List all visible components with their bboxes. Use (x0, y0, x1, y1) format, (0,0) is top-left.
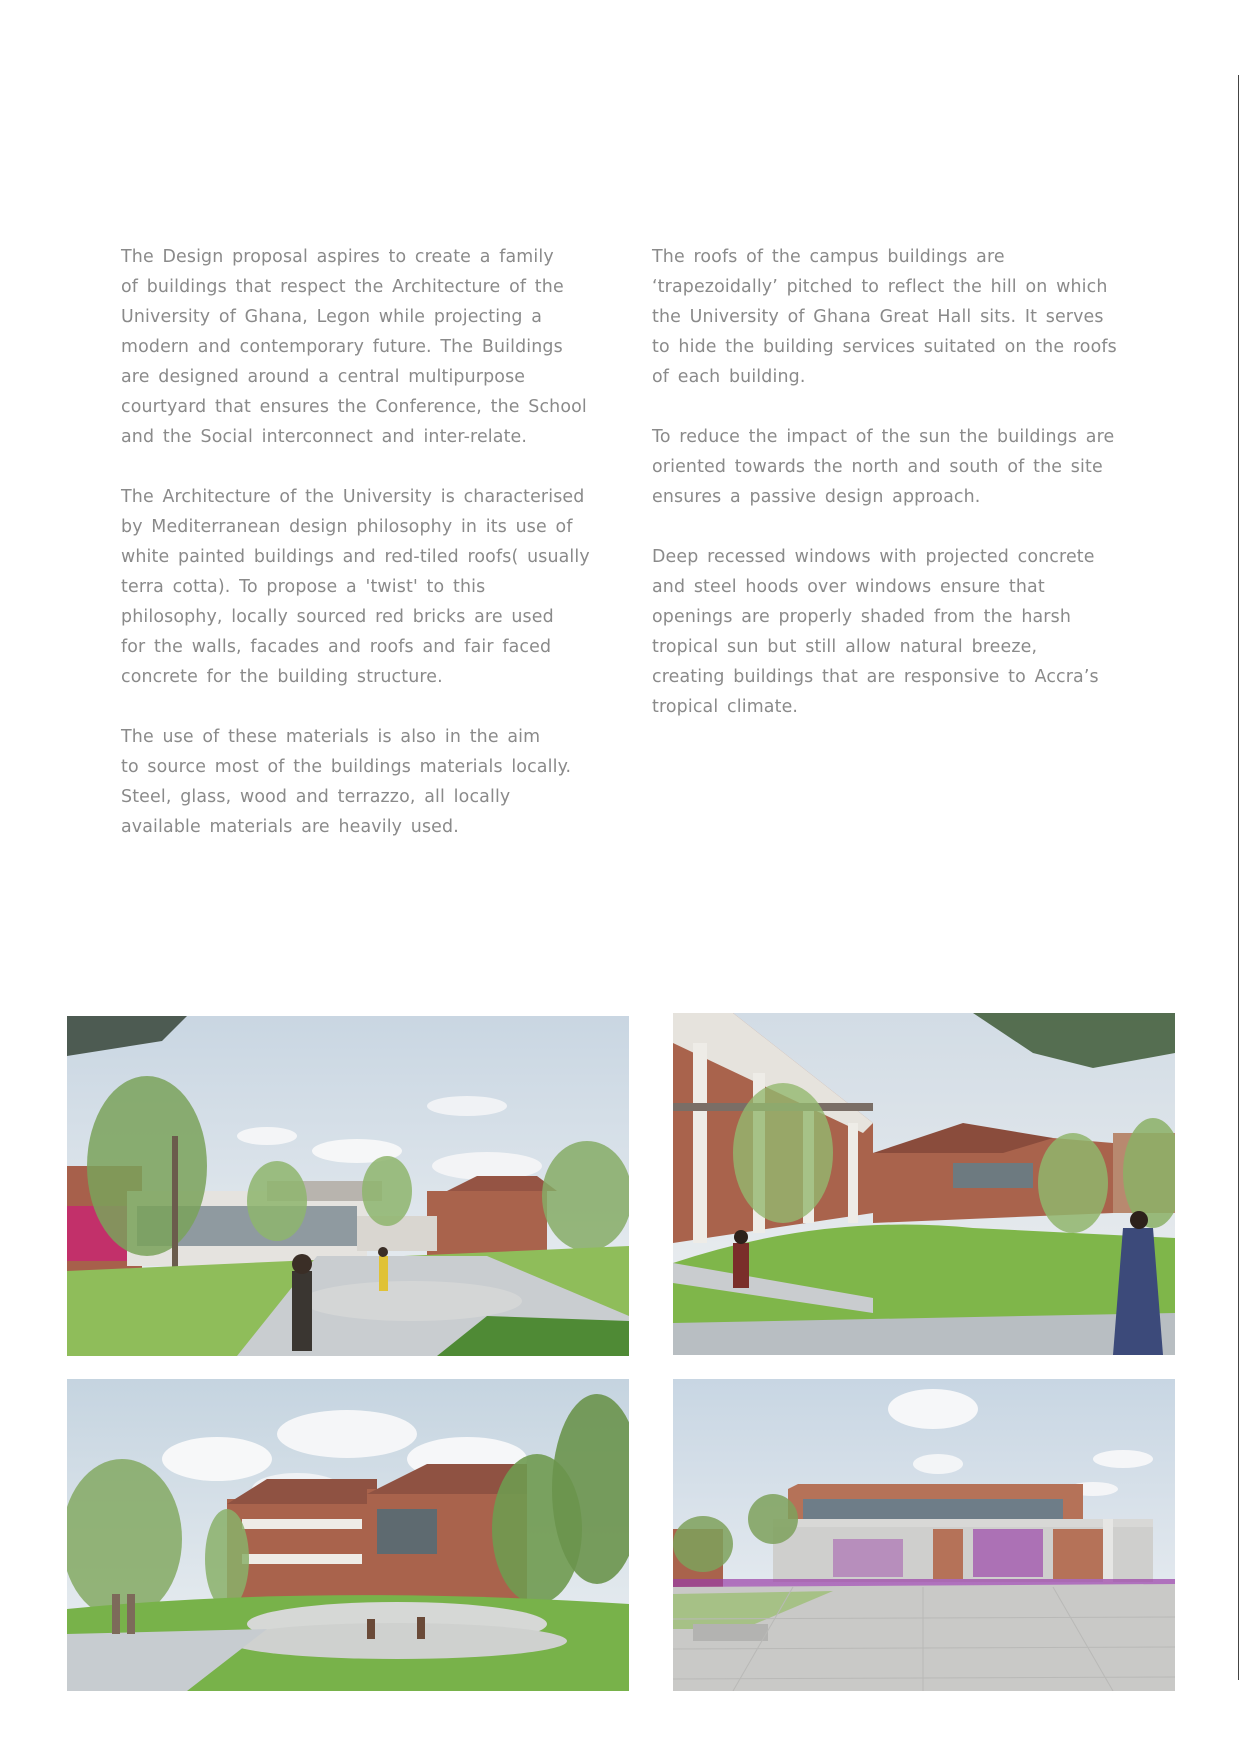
text-line: The use of these materials is also in the aim (121, 727, 541, 747)
page-edge-rule (1238, 75, 1239, 1680)
text-line: University of Ghana, Legon while projecting a (121, 307, 543, 327)
text-line: available materials are heavily used. (121, 817, 459, 837)
paragraph-materials (121, 722, 591, 842)
text-line: and the Social interconnect and inter-relate. (121, 427, 528, 447)
text-line: creating buildings that are responsive to Accra’s (652, 667, 1099, 687)
pavilion-plaza-render-image (673, 1379, 1175, 1691)
colonnade-lawn-render-image (673, 1013, 1175, 1355)
text-line: to hide the building services suitated on the roofs (652, 337, 1117, 357)
text-line: and steel hoods over windows ensure that (652, 577, 1045, 597)
text-line: to source most of the buildings materials locally. (121, 757, 572, 777)
text-line: concrete for the building structure. (121, 667, 443, 687)
paragraph-design-proposal (121, 242, 591, 452)
text-line: of buildings that respect the Architecture of the (121, 277, 564, 297)
text-line: Deep recessed windows with projected concrete (652, 547, 1095, 567)
text-line: terra cotta). To propose a 'twist' to this (121, 577, 486, 597)
text-line: philosophy, locally sourced red bricks are used (121, 607, 554, 627)
text-line: ‘trapezoidally’ pitched to reflect the hill on which (652, 277, 1108, 297)
text-line: The Architecture of the University is characterised (121, 487, 585, 507)
text-line: modern and contemporary future. The Buildings (121, 337, 563, 357)
paragraph-windows (652, 542, 1122, 722)
text-line: ensures a passive design approach. (652, 487, 981, 507)
text-line: the University of Ghana Great Hall sits. It serves (652, 307, 1104, 327)
text-line: oriented towards the north and south of the site (652, 457, 1103, 477)
text-line: The Design proposal aspires to create a family (121, 247, 554, 267)
text-line: white painted buildings and red-tiled roofs( usually (121, 547, 590, 567)
text-line: The roofs of the campus buildings are (652, 247, 1005, 267)
text-column-right (652, 242, 1122, 752)
text-line: To reduce the impact of the sun the buildings are (652, 427, 1115, 447)
paragraph-roofs (652, 242, 1122, 392)
text-line: for the walls, facades and roofs and fair faced (121, 637, 552, 657)
text-line: courtyard that ensures the Conference, the School (121, 397, 587, 417)
text-line: Steel, glass, wood and terrazzo, all locally (121, 787, 511, 807)
amphitheatre-render-image (67, 1379, 629, 1691)
text-line: tropical climate. (652, 697, 799, 717)
paragraph-sun (652, 422, 1122, 512)
text-line: by Mediterranean design philosophy in its use of (121, 517, 573, 537)
paragraph-architecture (121, 482, 591, 692)
text-line: are designed around a central multipurpose (121, 367, 526, 387)
text-line: of each building. (652, 367, 806, 387)
text-line: tropical sun but still allow natural breeze, (652, 637, 1038, 657)
text-line: openings are properly shaded from the harsh (652, 607, 1071, 627)
text-column-left (121, 242, 591, 872)
courtyard-render-image (67, 1016, 629, 1356)
